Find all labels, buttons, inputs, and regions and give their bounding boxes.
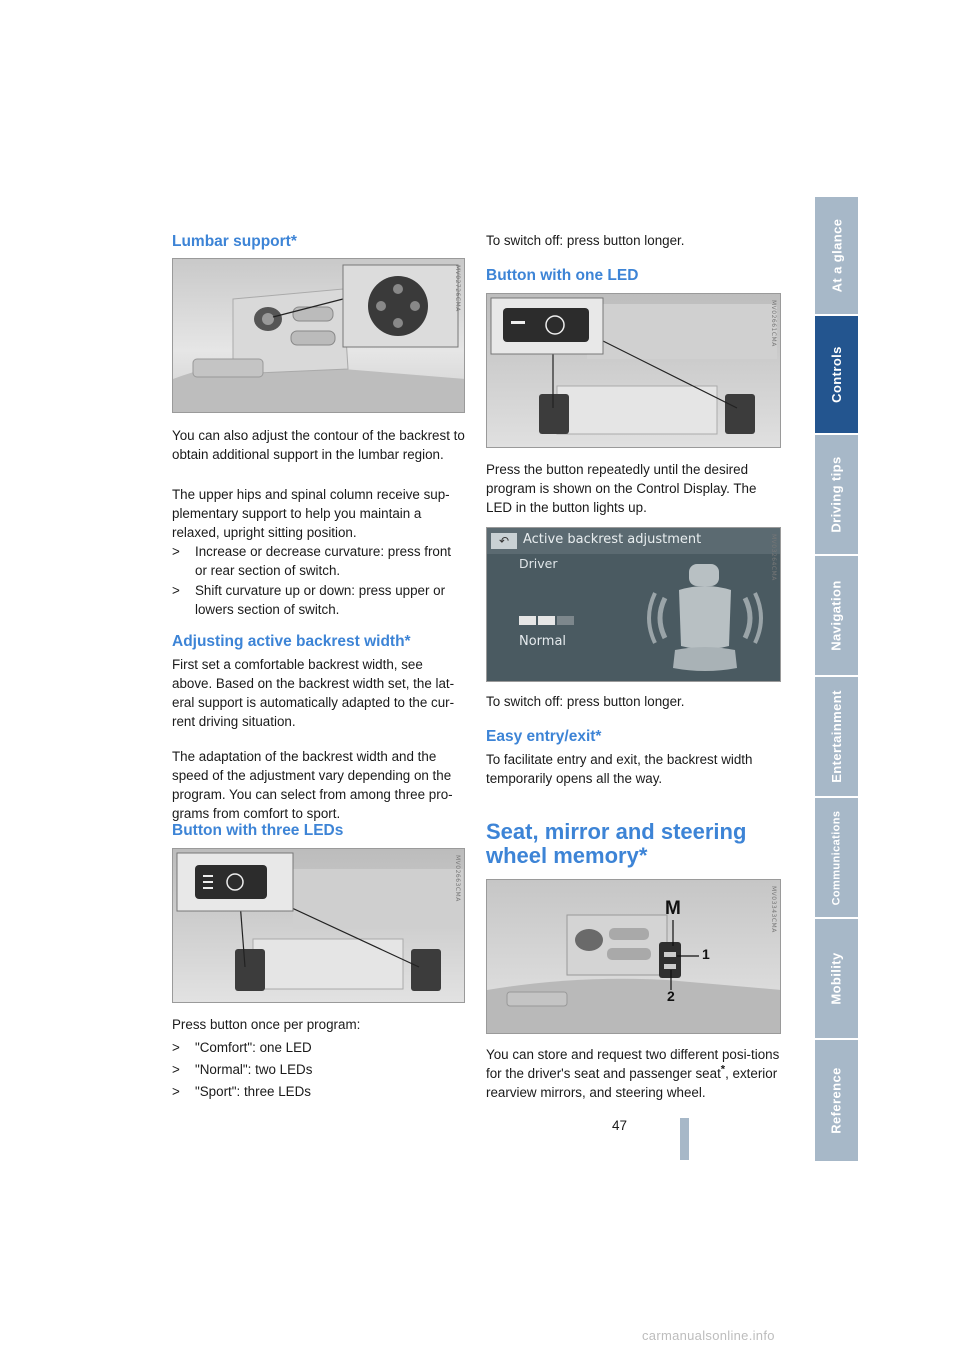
- seat-paragraph-part-1: You can store and request two different posi-tions for the driver's seat and passenger seat: [486, 1047, 780, 1081]
- list-item: [172, 1038, 465, 1057]
- easy-paragraph: To facilitate entry and exit, the backrest width temporarily opens all the way.: [486, 752, 753, 786]
- page-number: 47: [612, 1118, 628, 1133]
- image-code: MV02661CMA: [770, 300, 777, 347]
- lumbar-paragraph-2: The upper hips and spinal column receive sup-plementary support to help you maintain a relaxed, upright sitting position.: [172, 487, 450, 540]
- three-led-illustration: [173, 849, 465, 1003]
- switch-off-text-1: To switch off: press button longer.: [486, 233, 685, 248]
- lumbar-switch-illustration: [173, 259, 465, 413]
- seat-paragraph-part-2: , exterior rearview mirrors, and steering wheel.: [486, 1066, 778, 1100]
- tab-driving-tips[interactable]: [815, 435, 858, 554]
- tab-entertainment[interactable]: [815, 677, 858, 796]
- memory-buttons-illustration: [487, 880, 781, 1034]
- seat-icon: [645, 558, 765, 678]
- page-marker-bar: [680, 1118, 689, 1160]
- tab-reference[interactable]: [815, 1040, 858, 1161]
- memory-label-2: 2: [667, 988, 675, 1004]
- one-paragraph: Press the button repeatedly until the desired program is shown on the Control Display. The LED in the button lights up.: [486, 462, 757, 515]
- heading-easy-entry-exit: Easy entry/exit*: [486, 728, 602, 745]
- three-bullet-2: "Normal": two LEDs: [195, 1062, 313, 1077]
- bullet-marker: >: [172, 583, 180, 598]
- list-item: [172, 1060, 465, 1079]
- asterisk-mark: *: [720, 1063, 726, 1076]
- tab-navigation[interactable]: [815, 556, 858, 675]
- lumbar-bullet-2: Shift curvature up or down: press upper or lowers section of switch.: [195, 583, 446, 617]
- image-code: MV03343CMA: [770, 886, 777, 933]
- active-paragraph-2: The adaptation of the backrest width and the speed of the adjustment vary depending on the program. You can select from among three pro-grams from comfort to sport.: [172, 749, 453, 821]
- bullet-marker: >: [172, 1084, 180, 1099]
- tab-label: Controls: [829, 346, 844, 403]
- tab-at-a-glance[interactable]: [815, 197, 858, 314]
- lumbar-bullet-1: Increase or decrease curvature: press front or rear section of switch.: [195, 544, 452, 578]
- list-item: [172, 542, 465, 580]
- image-code: MV02663CMA: [454, 855, 461, 902]
- control-display-image: [486, 527, 781, 682]
- watermark: carmanualsonline.info: [642, 1328, 775, 1343]
- display-title: Active backrest adjustment: [523, 532, 702, 547]
- tab-communications[interactable]: [815, 798, 858, 917]
- bullet-marker: >: [172, 1040, 180, 1055]
- image-code: MV03264CMA: [770, 534, 777, 581]
- seat-paragraph: [486, 1045, 781, 1102]
- active-paragraph-1: First set a comfortable backrest width, see above. Based on the backrest width set, the lat-eral support is automatically adapted to the cur-rent driving situation.: [172, 657, 455, 729]
- back-arrow-icon[interactable]: ↶: [491, 533, 517, 549]
- list-item: [172, 1082, 465, 1101]
- led-indicator: [519, 616, 575, 625]
- tab-label: Communications: [830, 810, 843, 905]
- tab-controls[interactable]: [815, 316, 858, 433]
- tab-label: Entertainment: [829, 690, 845, 783]
- three-led-button-image: [172, 848, 465, 1003]
- display-driver-label: Driver: [519, 556, 558, 571]
- heading-seat-memory: Seat, mirror and steering wheel memory*: [486, 819, 747, 868]
- memory-buttons-image: [486, 879, 781, 1034]
- three-bullet-3: "Sport": three LEDs: [195, 1084, 311, 1099]
- switch-off-text-2: To switch off: press button longer.: [486, 694, 685, 709]
- three-paragraph: Press button once per program:: [172, 1017, 361, 1032]
- tab-label: At a glance: [829, 218, 845, 293]
- tab-label: Driving tips: [829, 456, 844, 533]
- three-bullet-1: "Comfort": one LED: [195, 1040, 312, 1055]
- bullet-marker: >: [172, 1062, 180, 1077]
- display-mode-value: Normal: [519, 634, 567, 649]
- tab-label: Mobility: [829, 952, 844, 1005]
- chapter-tabs: [815, 197, 858, 1161]
- bullet-marker: >: [172, 544, 180, 559]
- memory-label-1: 1: [702, 946, 710, 962]
- one-led-illustration: [487, 294, 781, 448]
- tab-label: Navigation: [829, 580, 844, 651]
- tab-label: Reference: [829, 1067, 844, 1134]
- memory-label-m: M: [665, 898, 681, 919]
- tab-mobility[interactable]: [815, 919, 858, 1038]
- lumbar-switch-image: [172, 258, 465, 413]
- heading-one-led: Button with one LED: [486, 267, 639, 284]
- heading-lumbar-support: Lumbar support*: [172, 233, 297, 250]
- lumbar-paragraph-1: You can also adjust the contour of the backrest to obtain additional support in the lumbar region.: [172, 428, 465, 462]
- image-code: MV02726CMA: [454, 265, 461, 312]
- one-led-button-image: [486, 293, 781, 448]
- list-item: [172, 581, 465, 619]
- heading-active-backrest-width: Adjusting active backrest width*: [172, 633, 411, 650]
- heading-three-leds: Button with three LEDs: [172, 822, 344, 839]
